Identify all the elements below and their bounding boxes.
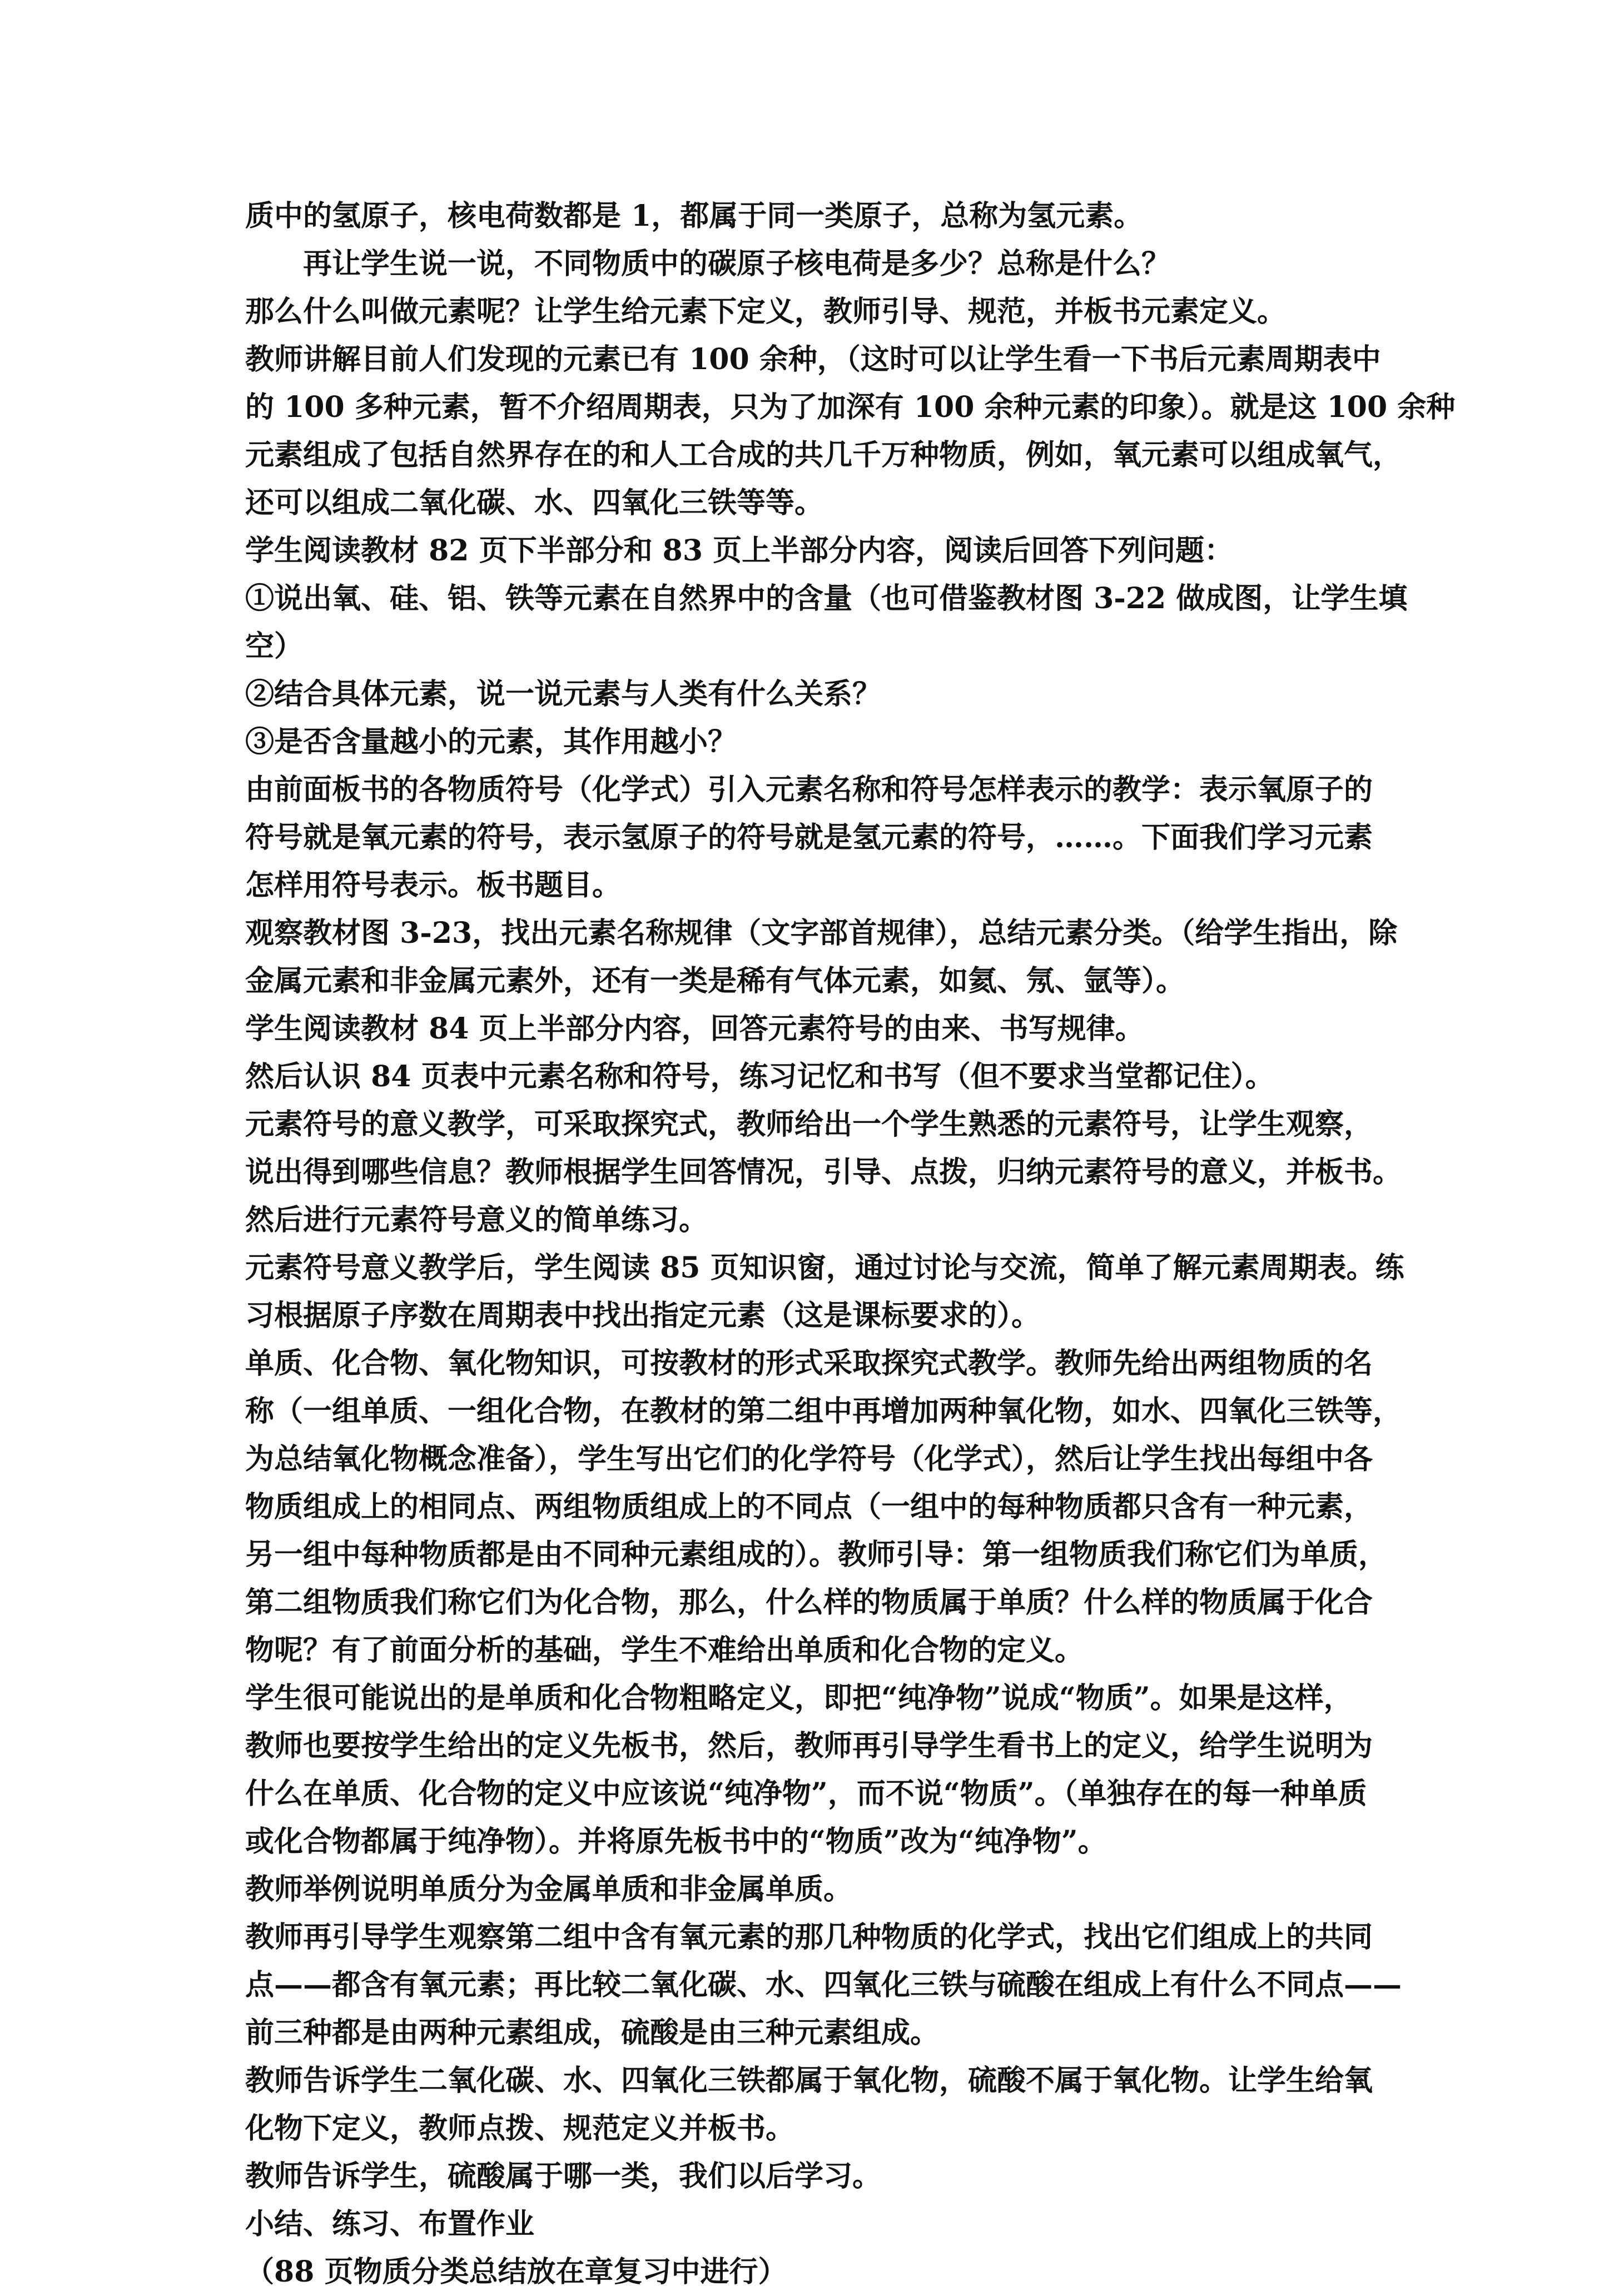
text-line: 金属元素和非金属元素外，还有一类是稀有气体元素，如氦、氖、氩等）。 — [245, 964, 1185, 998]
text-line: 单质、化合物、氧化物知识，可按教材的形式采取探究式教学。教师先给出两组物质的名 — [245, 1346, 1373, 1380]
text-line: 什么在单质、化合物的定义中应该说“纯净物”，而不说“物质”。（单独存在的每一种单质 — [245, 1777, 1367, 1811]
text-line: ①说出氧、硅、铝、铁等元素在自然界中的含量（也可借鉴教材图 3-22 做成图，让学生填 — [245, 582, 1408, 615]
text-line: 习根据原子序数在周期表中找出指定元素（这是课标要求的）。 — [245, 1299, 1041, 1333]
text-line: 再让学生说一说，不同物质中的碳原子核电荷是多少？总称是什么？ — [303, 247, 1171, 281]
text-line: 称（一组单质、一组化合物，在教材的第二组中再增加两种氧化物，如水、四氧化三铁等， — [245, 1394, 1402, 1428]
document-body — [245, 192, 1456, 2296]
text-line: 符号就是氧元素的符号，表示氢原子的符号就是氢元素的符号，……。下面我们学习元素 — [245, 821, 1373, 854]
text-line: 教师举例说明单质分为金属单质和非金属单质。 — [245, 1872, 853, 1906]
text-line: 元素组成了包括自然界存在的和人工合成的共几千万种物质，例如，氧元素可以组成氧气， — [245, 438, 1402, 472]
text-line: 说出得到哪些信息？教师根据学生回答情况，引导、点拨，归纳元素符号的意义，并板书。 — [245, 1155, 1402, 1189]
text-line: 点——都含有氧元素；再比较二氧化碳、水、四氧化三铁与硫酸在组成上有什么不同点—— — [245, 1968, 1402, 2002]
text-line: 化物下定义，教师点拨、规范定义并板书。 — [245, 2111, 795, 2145]
text-line: 观察教材图 3-23，找出元素名称规律（文字部首规律），总结元素分类。（给学生指出，除 — [245, 916, 1398, 950]
text-line: 质中的氢原子，核电荷数都是 1，都属于同一类原子，总称为氢元素。 — [245, 199, 1143, 233]
text-line: 空） — [245, 629, 304, 663]
text-line: 那么什么叫做元素呢？让学生给元素下定义，教师引导、规范，并板书元素定义。 — [245, 295, 1287, 329]
text-line: 然后认识 84 页表中元素名称和符号，练习记忆和书写（但不要求当堂都记住）。 — [245, 1060, 1274, 1094]
text-line: 物质组成上的相同点、两组物质组成上的不同点（一组中的每种物质都只含有一种元素， — [245, 1490, 1373, 1524]
text-line: 教师讲解目前人们发现的元素已有 100 余种，（这时可以让学生看一下书后元素周期表中 — [245, 342, 1381, 376]
text-line: （88 页物质分类总结放在章复习中进行） — [245, 2255, 787, 2289]
text-line: 学生很可能说出的是单质和化合物粗略定义，即把“纯净物”说成“物质”。如果是这样， — [245, 1681, 1353, 1715]
text-line: 的 100 多种元素，暂不介绍周期表，只为了加深有 100 余种元素的印象）。就是这 100 余种 — [245, 390, 1456, 424]
text-line: 另一组中每种物质都是由不同种元素组成的）。教师引导：第一组物质我们称它们为单质， — [245, 1538, 1388, 1572]
text-line: 物呢？有了前面分析的基础，学生不难给出单质和化合物的定义。 — [245, 1633, 1084, 1667]
text-line: 教师告诉学生二氧化碳、水、四氧化三铁都属于氧化物，硫酸不属于氧化物。让学生给氧 — [245, 2064, 1373, 2098]
text-line: ②结合具体元素，说一说元素与人类有什么关系？ — [245, 677, 882, 711]
text-line: ③是否含量越小的元素，其作用越小？ — [245, 725, 737, 759]
text-line: 学生阅读教材 84 页上半部分内容，回答元素符号的由来、书写规律。 — [245, 1012, 1144, 1046]
text-line: 由前面板书的各物质符号（化学式）引入元素名称和符号怎样表示的教学：表示氧原子的 — [245, 773, 1373, 807]
text-line: 然后进行元素符号意义的简单练习。 — [245, 1203, 708, 1237]
text-line: 元素符号的意义教学，可采取探究式，教师给出一个学生熟悉的元素符号，让学生观察， — [245, 1107, 1373, 1141]
text-line: 教师告诉学生，硫酸属于哪一类，我们以后学习。 — [245, 2159, 882, 2193]
text-line: 教师也要按学生给出的定义先板书，然后，教师再引导学生看书上的定义，给学生说明为 — [245, 1729, 1373, 1763]
text-line: 怎样用符号表示。板书题目。 — [245, 868, 622, 902]
text-line: 还可以组成二氧化碳、水、四氧化三铁等等。 — [245, 486, 824, 520]
text-line: 为总结氧化物概念准备），学生写出它们的化学符号（化学式），然后让学生找出每组中各 — [245, 1442, 1373, 1476]
text-line: 或化合物都属于纯净物）。并将原先板书中的“物质”改为“纯净物”。 — [245, 1825, 1107, 1858]
text-line: 小结、练习、布置作业 — [245, 2207, 535, 2241]
text-line: 前三种都是由两种元素组成，硫酸是由三种元素组成。 — [245, 2016, 940, 2050]
text-line: 第二组物质我们称它们为化合物，那么，什么样的物质属于单质？什么样的物质属于化合 — [245, 1586, 1373, 1619]
text-line: 教师再引导学生观察第二组中含有氧元素的那几种物质的化学式，找出它们组成上的共同 — [245, 1920, 1373, 1954]
text-line: 学生阅读教材 82 页下半部分和 83 页上半部分内容，阅读后回答下列问题： — [245, 534, 1234, 568]
text-line: 元素符号意义教学后，学生阅读 85 页知识窗，通过讨论与交流，简单了解元素周期表。练 — [245, 1251, 1404, 1285]
